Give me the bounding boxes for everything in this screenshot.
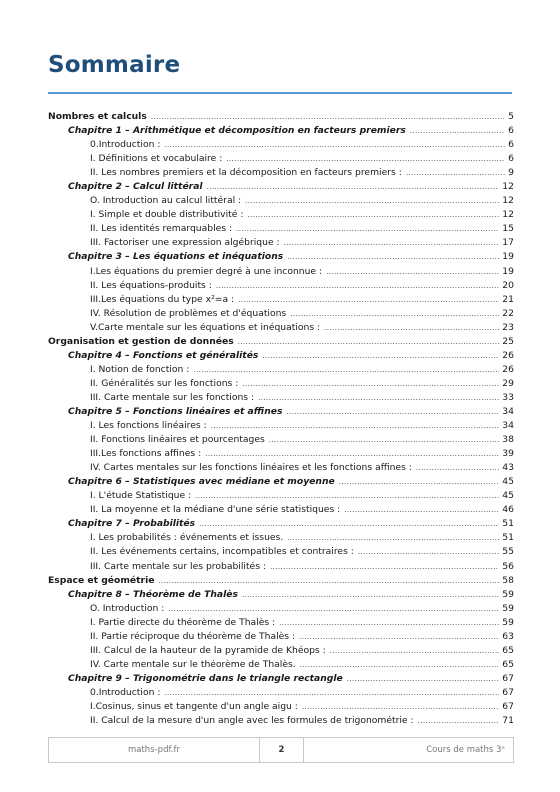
toc-subsection-entry[interactable] xyxy=(48,208,514,222)
toc-chapter-entry[interactable] xyxy=(48,405,514,419)
toc-subsection-entry[interactable] xyxy=(48,138,514,152)
toc-dot-leader xyxy=(238,335,500,349)
toc-section-entry[interactable] xyxy=(48,110,514,124)
toc-entry-page: 34 xyxy=(502,405,514,417)
toc-subsection-entry[interactable] xyxy=(48,433,514,447)
toc-entry-page: 19 xyxy=(502,251,514,263)
toc-entry-label: I. Simple et double distributivité : xyxy=(90,209,244,221)
toc-chapter-entry[interactable] xyxy=(48,250,514,264)
toc-subsection-entry[interactable] xyxy=(48,644,514,658)
toc-entry-page: 6 xyxy=(508,139,514,151)
toc-subsection-entry[interactable] xyxy=(48,236,514,250)
toc-subsection-entry[interactable] xyxy=(48,222,514,236)
toc-entry-page: 38 xyxy=(502,434,514,446)
toc-dot-leader xyxy=(199,517,499,531)
toc-entry-page: 71 xyxy=(502,715,514,727)
toc-entry-page: 55 xyxy=(502,546,514,558)
toc-entry-page: 12 xyxy=(502,181,514,193)
toc-dot-leader xyxy=(262,349,499,363)
toc-entry-page: 43 xyxy=(502,462,514,474)
toc-dot-leader xyxy=(164,138,505,152)
toc-entry-label: II. Calcul de la mesure d'un angle avec les formules de trigonométrie : xyxy=(90,715,414,727)
toc-entry-page: 20 xyxy=(502,279,514,291)
toc-subsection-entry[interactable] xyxy=(48,503,514,517)
toc-subsection-entry[interactable] xyxy=(48,265,514,279)
toc-entry-page: 26 xyxy=(502,349,514,361)
title-underline xyxy=(48,92,512,94)
toc-entry-page: 6 xyxy=(508,153,514,165)
toc-entry-label: III. Carte mentale sur les probabilités : xyxy=(90,560,267,572)
toc-dot-leader xyxy=(211,419,500,433)
toc-dot-leader xyxy=(242,377,499,391)
toc-entry-page: 23 xyxy=(502,321,514,333)
toc-entry-label: Chapitre 3 – Les équations et inéquations xyxy=(68,251,284,263)
toc-section-entry[interactable] xyxy=(48,574,514,588)
toc-dot-leader xyxy=(247,208,499,222)
toc-entry-label: Chapitre 6 – Statistiques avec médiane et moyenne xyxy=(68,476,335,488)
toc-entry-label: III.Les fonctions affines : xyxy=(90,448,202,460)
toc-entry-label: Chapitre 9 – Trigonométrie dans le triangle rectangle xyxy=(68,672,343,684)
toc-entry-label: III.Les équations du type x²=a : xyxy=(90,293,235,305)
toc-entry-label: Chapitre 5 – Fonctions linéaires et affines xyxy=(68,405,283,417)
toc-dot-leader xyxy=(195,489,499,503)
toc-dot-leader xyxy=(226,152,505,166)
toc-entry-label: Chapitre 2 – Calcul littéral xyxy=(68,181,203,193)
toc-entry-label: III. Calcul de la hauteur de la pyramide de Khéops : xyxy=(90,644,326,656)
toc-entry-label: O. Introduction au calcul littéral : xyxy=(90,195,242,207)
toc-entry-label: III. Factoriser une expression algébrique : xyxy=(90,237,280,249)
table-of-contents xyxy=(48,110,514,728)
toc-entry-label: II. La moyenne et la médiane d'une série statistiques : xyxy=(90,504,341,516)
toc-entry-page: 45 xyxy=(502,476,514,488)
toc-subsection-entry[interactable] xyxy=(48,686,514,700)
toc-entry-label: I. Notion de fonction : xyxy=(90,363,190,375)
toc-entry-page: 25 xyxy=(502,335,514,347)
toc-dot-leader xyxy=(330,644,500,658)
toc-entry-page: 56 xyxy=(502,560,514,572)
toc-entry-label: O. Introduction : xyxy=(90,602,165,614)
toc-dot-leader xyxy=(164,686,499,700)
toc-dot-leader xyxy=(339,475,500,489)
toc-subsection-entry[interactable] xyxy=(48,602,514,616)
toc-entry-label: II. Fonctions linéaires et pourcentages xyxy=(90,434,265,446)
toc-dot-leader xyxy=(302,700,499,714)
footer-page-number: 2 xyxy=(260,738,304,762)
footer-site: maths-pdf.fr xyxy=(49,738,260,762)
toc-dot-leader xyxy=(236,222,499,236)
toc-dot-leader xyxy=(287,531,499,545)
toc-subsection-entry[interactable] xyxy=(48,194,514,208)
toc-dot-leader xyxy=(347,672,500,686)
toc-subsection-entry[interactable] xyxy=(48,377,514,391)
toc-entry-page: 5 xyxy=(508,111,514,122)
toc-dot-leader xyxy=(287,250,499,264)
toc-entry-label: Chapitre 8 – Théorème de Thalès xyxy=(68,588,238,600)
toc-entry-label: Nombres et calculs xyxy=(48,111,147,122)
toc-entry-label: I.Les équations du premier degré à une inconnue : xyxy=(90,265,323,277)
toc-entry-label: II. Les identités remarquables : xyxy=(90,223,233,235)
toc-subsection-entry[interactable] xyxy=(48,152,514,166)
toc-dot-leader xyxy=(406,166,505,180)
toc-subsection-entry[interactable] xyxy=(48,307,514,321)
toc-dot-leader xyxy=(242,588,499,602)
toc-entry-label: I. Partie directe du théorème de Thalès : xyxy=(90,616,276,628)
toc-entry-page: 58 xyxy=(502,574,514,586)
toc-subsection-entry[interactable] xyxy=(48,363,514,377)
toc-entry-page: 67 xyxy=(502,672,514,684)
toc-dot-leader xyxy=(258,391,499,405)
toc-entry-label: 0.Introduction : xyxy=(90,686,161,698)
toc-chapter-entry[interactable] xyxy=(48,517,514,531)
toc-subsection-entry[interactable] xyxy=(48,461,514,475)
toc-entry-label: II. Partie réciproque du théorème de Thalès : xyxy=(90,630,296,642)
toc-entry-page: 22 xyxy=(502,307,514,319)
toc-entry-page: 12 xyxy=(502,195,514,207)
toc-entry-page: 17 xyxy=(502,237,514,249)
toc-entry-page: 12 xyxy=(502,209,514,221)
toc-dot-leader xyxy=(299,630,499,644)
toc-chapter-entry[interactable] xyxy=(48,672,514,686)
toc-dot-leader xyxy=(205,447,499,461)
toc-entry-page: 15 xyxy=(502,223,514,235)
toc-entry-label: IV. Cartes mentales sur les fonctions linéaires et les fonctions affines : xyxy=(90,462,412,474)
toc-subsection-entry[interactable] xyxy=(48,714,514,728)
toc-entry-label: I. Les fonctions linéaires : xyxy=(90,420,207,432)
toc-dot-leader xyxy=(358,545,499,559)
toc-entry-label: Chapitre 4 – Fonctions et généralités xyxy=(68,349,259,361)
toc-entry-label: I. Définitions et vocabulaire : xyxy=(90,153,223,165)
toc-entry-page: 63 xyxy=(502,630,514,642)
toc-entry-page: 29 xyxy=(502,377,514,389)
toc-dot-leader xyxy=(290,307,499,321)
toc-dot-leader xyxy=(418,714,500,728)
toc-entry-page: 65 xyxy=(502,658,514,670)
toc-dot-leader xyxy=(284,236,500,250)
page-footer xyxy=(48,737,514,763)
toc-entry-label: I. Les probabilités : événements et issues. xyxy=(90,532,284,544)
toc-chapter-entry[interactable] xyxy=(48,588,514,602)
toc-entry-label: I. L'étude Statistique : xyxy=(90,490,192,502)
toc-entry-page: 51 xyxy=(502,532,514,544)
toc-dot-leader xyxy=(168,602,499,616)
toc-subsection-entry[interactable] xyxy=(48,391,514,405)
toc-entry-page: 59 xyxy=(502,602,514,614)
toc-entry-label: Organisation et gestion de données xyxy=(48,335,234,347)
toc-subsection-entry[interactable] xyxy=(48,616,514,630)
toc-subsection-entry[interactable] xyxy=(48,419,514,433)
toc-entry-label: II. Les événements certains, incompatibles et contraires : xyxy=(90,546,354,558)
toc-chapter-entry[interactable] xyxy=(48,124,514,138)
toc-entry-page: 19 xyxy=(502,265,514,277)
toc-dot-leader xyxy=(270,560,499,574)
toc-entry-page: 67 xyxy=(502,700,514,712)
toc-dot-leader xyxy=(158,574,499,588)
toc-entry-page: 21 xyxy=(502,293,514,305)
toc-chapter-entry[interactable] xyxy=(48,349,514,363)
toc-dot-leader xyxy=(151,110,505,124)
toc-entry-label: 0.Introduction : xyxy=(90,139,161,151)
toc-entry-page: 59 xyxy=(502,616,514,628)
toc-entry-page: 26 xyxy=(502,363,514,375)
toc-dot-leader xyxy=(326,265,499,279)
toc-dot-leader xyxy=(238,293,499,307)
toc-entry-label: II. Les équations-produits : xyxy=(90,279,212,291)
toc-entry-page: 51 xyxy=(502,518,514,530)
toc-subsection-entry[interactable] xyxy=(48,630,514,644)
toc-entry-label: II. Les nombres premiers et la décomposition en facteurs premiers : xyxy=(90,167,402,179)
toc-entry-label: V.Carte mentale sur les équations et inéquations : xyxy=(90,321,321,333)
toc-entry-page: 67 xyxy=(502,686,514,698)
toc-dot-leader xyxy=(216,279,499,293)
toc-subsection-entry[interactable] xyxy=(48,321,514,335)
toc-dot-leader xyxy=(416,461,499,475)
toc-dot-leader xyxy=(245,194,499,208)
toc-entry-page: 45 xyxy=(502,490,514,502)
toc-dot-leader xyxy=(300,658,500,672)
toc-dot-leader xyxy=(286,405,499,419)
toc-subsection-entry[interactable] xyxy=(48,531,514,545)
toc-entry-label: Chapitre 7 – Probabilités xyxy=(68,518,196,530)
toc-chapter-entry[interactable] xyxy=(48,180,514,194)
toc-entry-label: III. Carte mentale sur les fonctions : xyxy=(90,391,255,403)
toc-subsection-entry[interactable] xyxy=(48,545,514,559)
toc-entry-page: 33 xyxy=(502,391,514,403)
toc-subsection-entry[interactable] xyxy=(48,166,514,180)
toc-entry-page: 34 xyxy=(502,420,514,432)
toc-dot-leader xyxy=(410,124,505,138)
toc-subsection-entry[interactable] xyxy=(48,279,514,293)
toc-subsection-entry[interactable] xyxy=(48,560,514,574)
toc-subsection-entry[interactable] xyxy=(48,293,514,307)
toc-entry-page: 46 xyxy=(502,504,514,516)
toc-dot-leader xyxy=(324,321,499,335)
toc-entry-label: Espace et géométrie xyxy=(48,574,155,586)
toc-entry-label: IV. Résolution de problèmes et d'équations xyxy=(90,307,287,319)
toc-chapter-entry[interactable] xyxy=(48,475,514,489)
toc-entry-label: IV. Carte mentale sur le théorème de Thalès. xyxy=(90,658,296,670)
page-title: Sommaire xyxy=(48,52,181,78)
toc-dot-leader xyxy=(269,433,500,447)
toc-subsection-entry[interactable] xyxy=(48,700,514,714)
toc-entry-page: 65 xyxy=(502,644,514,656)
footer-course: Cours de maths 3ᵉ xyxy=(426,745,505,755)
toc-entry-page: 6 xyxy=(508,125,514,137)
toc-entry-page: 59 xyxy=(502,588,514,600)
toc-entry-page: 9 xyxy=(508,167,514,179)
toc-entry-label: I.Cosinus, sinus et tangente d'un angle aigu : xyxy=(90,700,298,712)
toc-entry-label: II. Généralités sur les fonctions : xyxy=(90,377,239,389)
toc-entry-page: 39 xyxy=(502,448,514,460)
toc-subsection-entry[interactable] xyxy=(48,658,514,672)
toc-entry-label: Chapitre 1 – Arithmétique et décomposition en facteurs premiers xyxy=(68,125,406,137)
toc-dot-leader xyxy=(207,180,500,194)
toc-dot-leader xyxy=(279,616,499,630)
toc-dot-leader xyxy=(193,363,499,377)
toc-dot-leader xyxy=(344,503,499,517)
toc-subsection-entry[interactable] xyxy=(48,489,514,503)
toc-section-entry[interactable] xyxy=(48,335,514,349)
toc-subsection-entry[interactable] xyxy=(48,447,514,461)
